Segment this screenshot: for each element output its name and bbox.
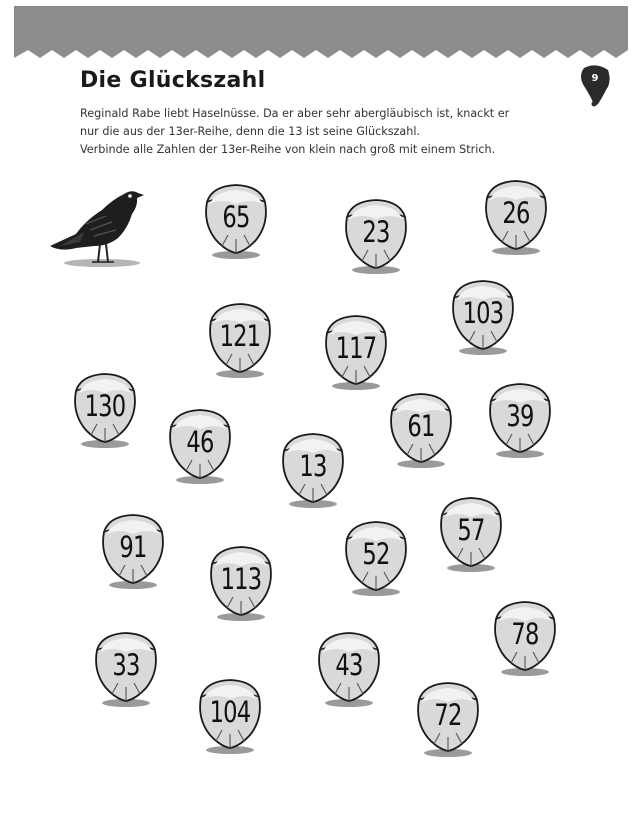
hazelnut[interactable] <box>162 405 238 489</box>
hazelnut-number: 57 <box>457 513 485 547</box>
hazelnut[interactable] <box>478 176 554 260</box>
raven-illustration <box>46 180 146 270</box>
hazelnut-number: 43 <box>335 648 363 682</box>
hazelnut[interactable] <box>192 675 268 759</box>
hazelnut-number: 65 <box>222 200 250 234</box>
hazelnut-number: 113 <box>220 562 262 596</box>
instructions-text <box>80 105 520 159</box>
page-number: 9 <box>591 73 599 84</box>
hazelnut[interactable] <box>88 628 164 712</box>
hazelnut[interactable] <box>67 369 143 453</box>
hazelnut-number: 117 <box>335 331 377 365</box>
page-title: Die Glückszahl <box>80 68 266 93</box>
hazelnut-number: 52 <box>362 537 390 571</box>
hazelnut-number: 104 <box>209 695 251 729</box>
hazelnut-number: 78 <box>511 617 539 651</box>
hazelnut-number: 46 <box>186 425 214 459</box>
hazelnut-number: 23 <box>362 215 390 249</box>
hazelnut[interactable] <box>318 311 394 395</box>
hazelnut[interactable] <box>311 628 387 712</box>
instruction-line: nur die aus der 13er-Reihe, denn die 13 ist seine Glückszahl. <box>80 125 421 138</box>
hazelnut[interactable] <box>433 493 509 577</box>
hazelnut[interactable] <box>383 389 459 473</box>
page-number-badge <box>578 64 614 108</box>
hazelnut[interactable] <box>95 510 171 594</box>
hazelnut-number: 39 <box>506 399 534 433</box>
hazelnut[interactable] <box>198 180 274 264</box>
hazelnut[interactable] <box>202 299 278 383</box>
hazelnut-number: 130 <box>84 389 126 423</box>
hazelnut-number: 26 <box>502 196 530 230</box>
hazelnut-number: 91 <box>119 530 147 564</box>
hazelnut[interactable] <box>203 542 279 626</box>
hazelnut-number: 121 <box>219 319 261 353</box>
hazelnut[interactable] <box>445 276 521 360</box>
hazelnut-number: 61 <box>407 409 435 443</box>
hazelnut[interactable] <box>482 379 558 463</box>
instruction-line: Reginald Rabe liebt Haselnüsse. Da er aber sehr abergläubisch ist, knackt er <box>80 107 510 120</box>
hazelnut-number: 72 <box>434 698 462 732</box>
hazelnut[interactable] <box>338 517 414 601</box>
zigzag-header-banner <box>14 6 628 64</box>
hazelnut[interactable] <box>487 597 563 681</box>
hazelnut-number: 103 <box>462 296 504 330</box>
hazelnut[interactable] <box>410 678 486 762</box>
hazelnut-number: 33 <box>112 648 140 682</box>
hazelnut-number: 13 <box>299 449 327 483</box>
instruction-line: Verbinde alle Zahlen der 13er-Reihe von klein nach groß mit einem Strich. <box>80 143 496 156</box>
hazelnut[interactable] <box>275 429 351 513</box>
hazelnut[interactable] <box>338 195 414 279</box>
